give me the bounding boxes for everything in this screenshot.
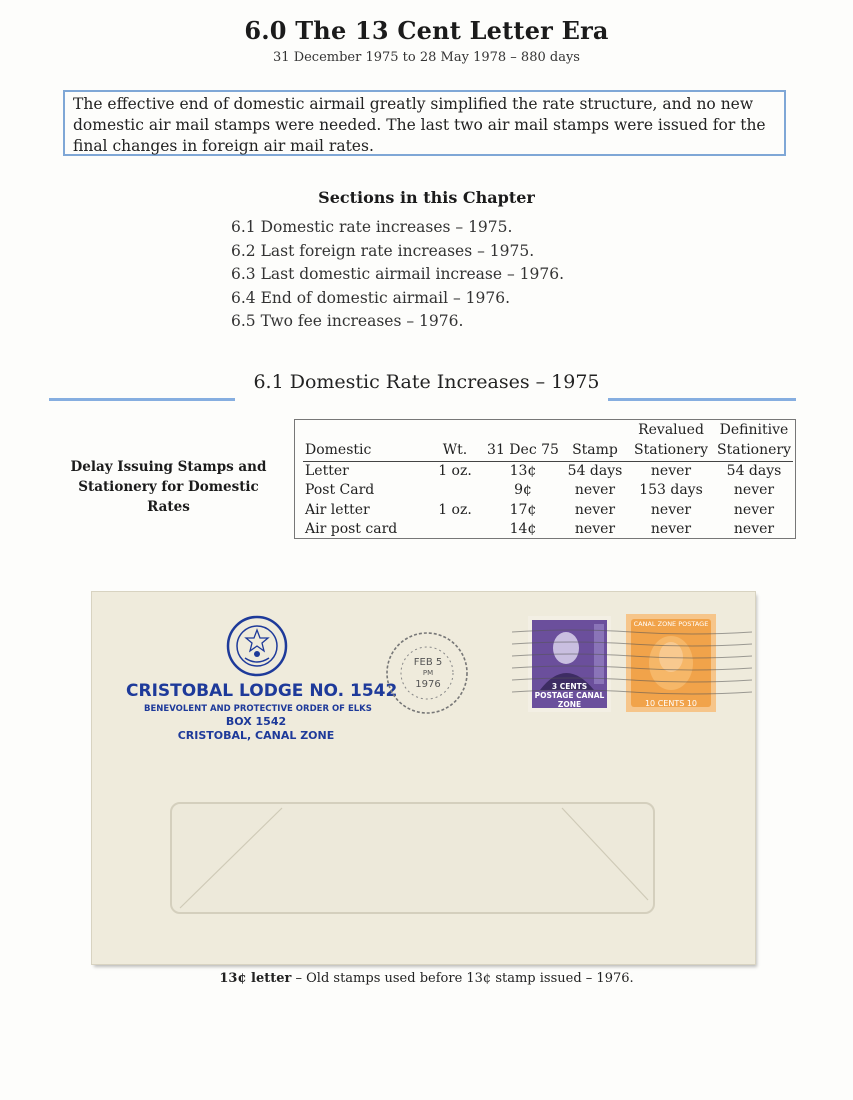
table-row <box>303 520 793 540</box>
table-cell: never <box>733 501 775 518</box>
table-cell: Post Card <box>305 482 375 498</box>
sections-heading: Sections in this Chapter <box>318 188 535 207</box>
table-cell: never <box>627 461 715 481</box>
table-header-row-top <box>303 421 793 441</box>
table-cell: never <box>650 501 692 518</box>
table-header-cell: Stationery <box>634 441 708 458</box>
envelope-image <box>92 592 755 964</box>
table-cell: 14¢ <box>509 521 537 537</box>
table-header-cell: Domestic <box>305 441 372 458</box>
lodge-subtitle: BENEVOLENT AND PROTECTIVE ORDER OF ELKS <box>144 704 372 714</box>
table-cell: 17¢ <box>509 501 537 518</box>
section-item: 6.5 Two fee increases – 1976. <box>231 312 464 330</box>
section-item: 6.1 Domestic rate increases – 1975. <box>231 218 513 236</box>
caption-bold: 13¢ letter <box>219 971 292 986</box>
table-header-cell <box>303 421 427 441</box>
table-header-cell: Wt. <box>442 441 468 458</box>
table-cell: 54 days <box>563 461 627 481</box>
section-item: 6.3 Last domestic airmail increase – 1976. <box>231 265 565 283</box>
cancellation-lines-icon <box>512 622 752 712</box>
postmark-date-line: 1976 <box>415 679 441 690</box>
section-item: 6.2 Last foreign rate increases – 1975. <box>231 241 535 260</box>
table-row <box>303 501 793 521</box>
table-cell: 54 days <box>715 461 793 481</box>
table-row <box>303 481 793 501</box>
heading-rule-right <box>608 398 796 401</box>
table-header-cell: Definitive <box>719 422 789 438</box>
table-cell: 1 oz. <box>427 461 483 481</box>
table-cell: never <box>650 521 692 537</box>
side-note <box>56 457 281 517</box>
table-cell: never <box>574 482 616 498</box>
rate-table <box>294 419 796 539</box>
side-note-line: Stationery for Domestic Rates <box>78 479 259 515</box>
elks-emblem-icon <box>225 614 289 678</box>
side-note-line: Delay Issuing Stamps and <box>70 459 267 475</box>
table-cell: 13¢ <box>483 461 563 481</box>
section-item: 6.4 End of domestic airmail – 1976. <box>231 288 511 307</box>
lodge-location: CRISTOBAL, CANAL ZONE <box>177 729 335 742</box>
rate-section-heading: 6.1 Domestic Rate Increases – 1975 <box>253 371 600 393</box>
lodge-name: CRISTOBAL LODGE NO. 1542 <box>126 681 398 701</box>
table-cell: never <box>733 482 775 498</box>
table-cell: 9¢ <box>514 482 532 498</box>
postmark-date-line: FEB 5 <box>413 657 443 668</box>
postmark-date <box>408 656 448 691</box>
table-header-cell <box>563 421 627 441</box>
section-list <box>231 216 564 334</box>
stamp-10-cent-value: 10 CENTS 10 <box>644 699 698 708</box>
table-cell: Air post card <box>305 521 398 537</box>
table-header-cell: Stamp <box>572 441 618 458</box>
table-header-cell: Stationery <box>717 441 791 458</box>
table-cell: 153 days <box>639 482 703 498</box>
table-cell: Air letter <box>305 501 370 518</box>
stamp-10-cent-top-label: CANAL ZONE POSTAGE <box>633 620 709 628</box>
table-header-row <box>303 441 793 462</box>
table-cell: Letter <box>303 461 427 481</box>
table-cell: 1 oz. <box>438 501 472 518</box>
table-cell: never <box>733 521 775 537</box>
table-cell: never <box>574 521 616 537</box>
postmark-date-line: PM <box>422 669 434 677</box>
lodge-box: BOX 1542 <box>225 715 287 728</box>
table-header-cell: 31 Dec 75 <box>487 441 559 458</box>
stamp-3-cent-label: 3 CENTS POSTAGE CANAL ZONE <box>534 682 605 709</box>
window-fold-lines-icon <box>172 804 653 912</box>
table-header-cell <box>483 421 563 441</box>
envelope-caption <box>0 971 853 986</box>
heading-rule-left <box>49 398 235 401</box>
table-cell <box>427 520 483 540</box>
table-cell <box>427 481 483 501</box>
table-header-cell: Revalued <box>638 422 704 438</box>
caption-text: – Old stamps used before 13¢ stamp issued – 1976. <box>291 971 634 986</box>
table-header-cell <box>427 421 483 441</box>
page-title: 6.0 The 13 Cent Letter Era <box>244 16 609 45</box>
envelope-window <box>170 802 655 914</box>
intro-box: The effective end of domestic airmail greatly simplified the rate structure, and no new domestic air mail stamps were needed. The last two air mail stamps were issued for the final changes in foreign air mail rates. <box>63 90 786 156</box>
table-cell: never <box>574 501 616 518</box>
page-subtitle: 31 December 1975 to 28 May 1978 – 880 days <box>273 50 580 65</box>
table-row <box>303 461 793 481</box>
